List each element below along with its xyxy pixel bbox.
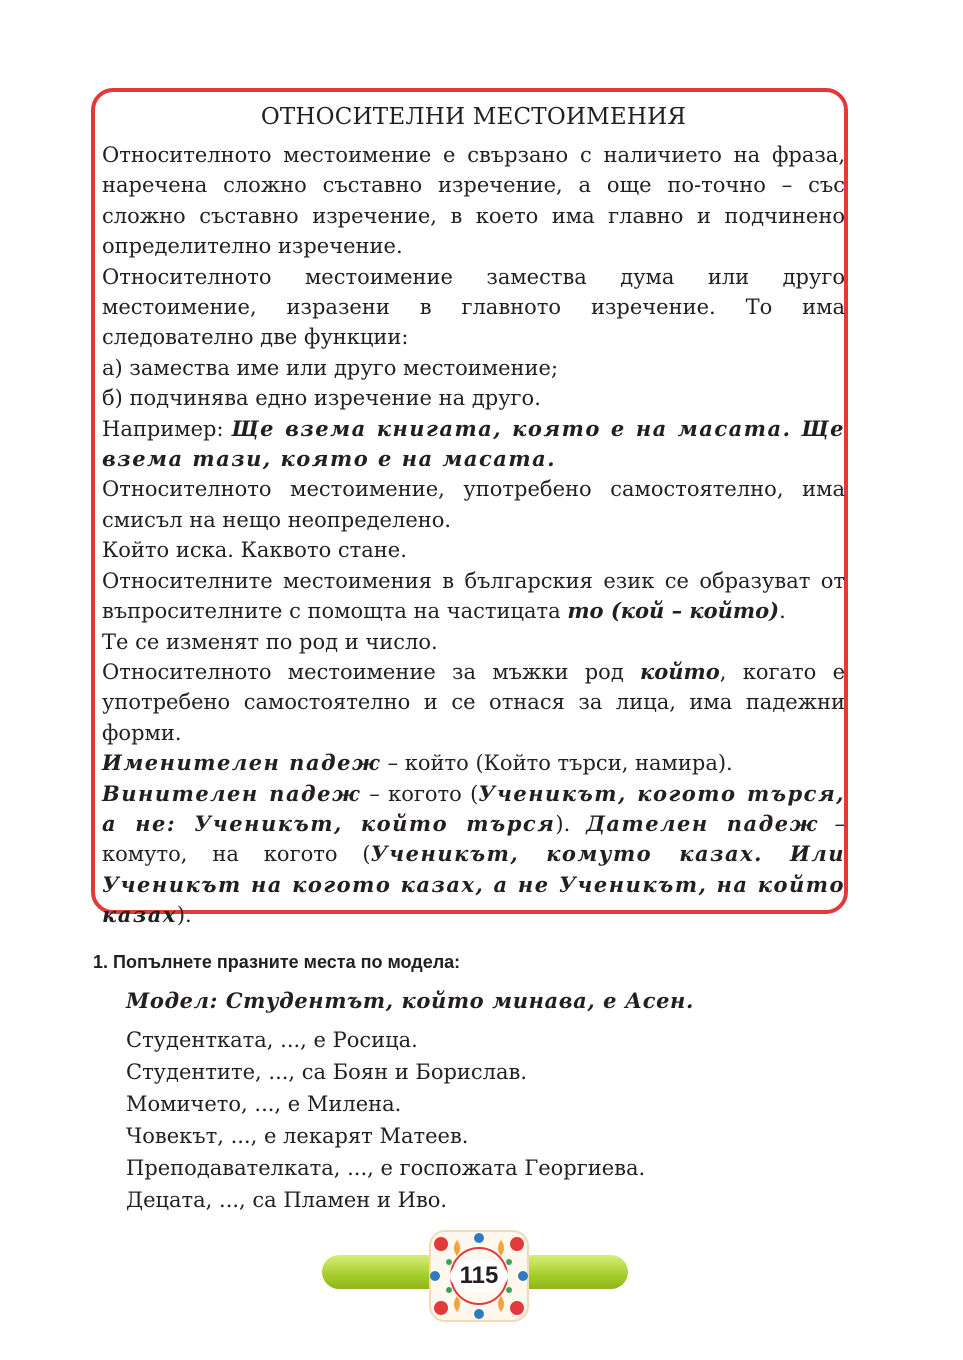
masculine-text-b: , когато е употребено самостоятелно и се отнася за лица, има падежни форми. [102,659,845,745]
dative-example: Ученикът, комуто казах. Или Ученикът на когото казах, а не Ученикът, на който казах [102,841,845,928]
paragraph-formation [102,566,845,627]
paragraph-inflection: Те се изменят по род и число. [102,629,438,654]
nominative-text: – който (Който търси, намира). [380,751,733,776]
paragraph-accusative-dative [102,779,845,931]
masculine-text-a: Относителното местоимение за мъжки род [102,659,641,684]
exercise-item: Студентите, ..., са Боян и Борислав. [126,1060,528,1084]
exercise-item: Преподавателката, ..., е госпожата Георгиева. [126,1156,646,1180]
formation-end: . [779,599,786,624]
paragraph-nominative [102,748,845,778]
nominative-term: Именителен падеж [102,750,381,776]
exercise-item: Момичето, ..., е Милена. [126,1092,402,1116]
example-prefix: Например: [102,416,232,441]
paragraph-independent-example: Който иска. Каквото стане. [102,538,407,563]
rule-box-body [102,140,845,931]
exercise-item: Студентката, ..., е Росица. [126,1028,418,1052]
paragraph-example [102,414,845,475]
exercise-item: Човекът, ..., е лекарят Матеев. [126,1124,469,1148]
exercise-model: Модел: Студентът, който минава, е Асен. [126,988,694,1013]
function-b: б) подчинява едно изречение на друго. [102,386,541,411]
accusative-close: ). [555,811,587,836]
accusative-text: – когото ( [360,781,479,806]
paragraph-masculine [102,657,845,748]
exercise-item: Децата, ..., са Пламен и Иво. [126,1188,448,1212]
page-number [429,1230,529,1322]
rule-box-title: ОТНОСИТЕЛНИ МЕСТОИМЕНИЯ [260,104,687,130]
function-a: а) замества име или друго местоимение; [102,355,559,380]
accusative-example: Ученикът, когото търся, а не: Ученикът, който търся [102,780,845,836]
exercise-heading: 1. Попълнете празните места по модела: [93,952,461,972]
accusative-term: Винителен падеж [102,780,361,806]
paragraph-definition: Относителното местоимение е свързано с наличието на фраза, наречена сложно съставно изречение, а още по-точно – със сложно съставно изречение, в което има главно и подчинено определително изречение. [102,143,845,259]
formation-particle: то (кой – който) [567,598,780,624]
paragraph-functions: Относителното местоимение замества дума или друго местоимение, изразени в главното изречение. То има следователно две функции: [102,264,845,350]
dative-term: Дателен падеж [586,810,819,836]
example-sentences: Ще взема книгата, която е на масата. Ще взема тази, която е на масата. [102,415,845,472]
exercise-list [126,1024,645,1216]
dative-text: – комуто, на когото ( [102,811,846,867]
formation-text: Относителните местоимения в българския език се образуват от въпросителните с помощта на частицата [102,568,845,624]
masculine-pronoun: който [640,658,720,684]
page-number-text: 115 [450,1259,508,1293]
dative-close: ). [176,903,192,928]
paragraph-independent-use: Относителното местоимение, употребено самостоятелно, има смисъл на нещо неопределено. [102,477,845,532]
